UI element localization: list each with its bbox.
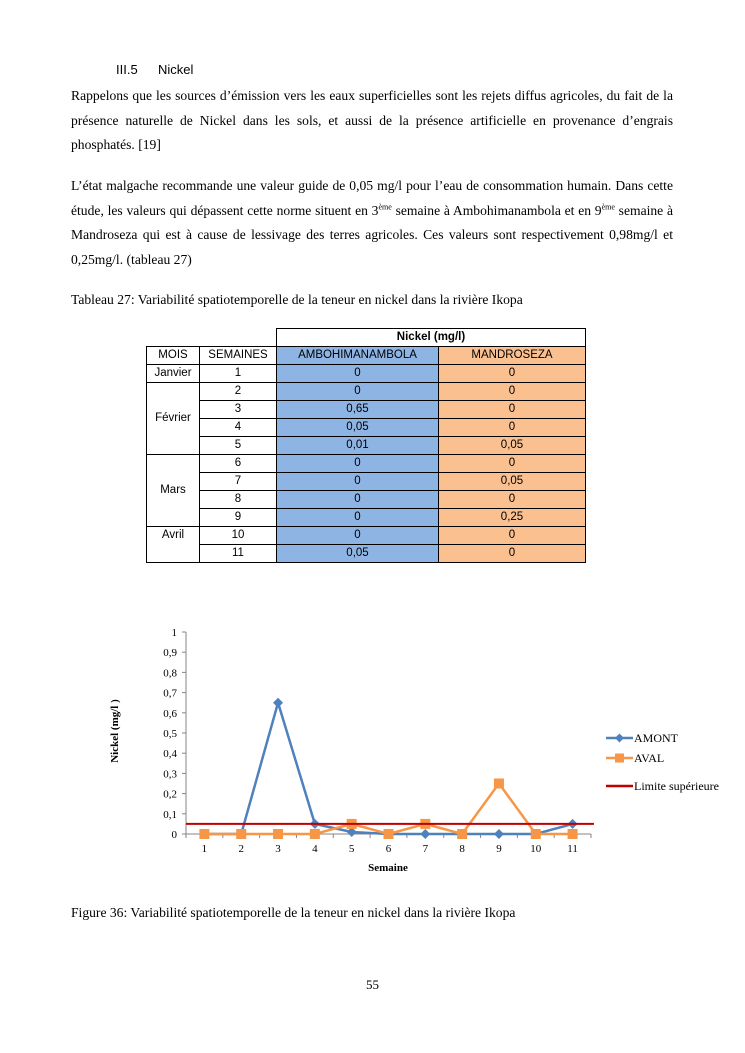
legend-marker [615, 754, 624, 763]
x-tick-label: 3 [275, 843, 281, 855]
legend-label: AMONT [634, 731, 678, 745]
series-line-amont [204, 703, 572, 834]
month-cell: Février [147, 383, 200, 455]
y-tick-label: 0,6 [163, 707, 177, 720]
series-layer [186, 698, 594, 839]
data-point-aval [236, 829, 246, 839]
y-tick-label: 0,8 [163, 667, 177, 680]
aval-cell: 0 [439, 455, 586, 473]
week-cell: 4 [200, 419, 277, 437]
y-axis-label: Nickel (mg/l ) [109, 699, 121, 763]
group-header: Nickel (mg/l) [277, 329, 586, 347]
aval-cell: 0,05 [439, 437, 586, 455]
y-tick-label: 0,7 [163, 687, 177, 700]
table-row [147, 383, 586, 401]
table-row [147, 455, 586, 473]
y-tick-label: 0,4 [163, 748, 177, 761]
header-mois: MOIS [147, 347, 200, 365]
amont-cell: 0 [277, 509, 439, 527]
data-point-amont [420, 829, 430, 839]
legend-label: AVAL [634, 751, 665, 765]
paragraph-norme-part3: semaine à Mandroseza qui est à cause de lessivage des terres agricoles. Ces valeurs sont respectivement 0,98mg/l et 0,25mg/l. (tableau 27) [71, 202, 674, 267]
superscript-eme-2: ème [601, 201, 615, 211]
superscript-eme-1: ème [378, 201, 392, 211]
amont-cell: 0 [277, 473, 439, 491]
table-row [147, 491, 586, 509]
paragraph-norme-part2: semaine à Ambohimanambola et en 9 [391, 202, 602, 218]
x-axis-label: Semaine [368, 862, 408, 874]
x-tick-label: 8 [459, 843, 465, 855]
y-tick-label: 1 [171, 627, 177, 639]
aval-cell: 0 [439, 545, 586, 563]
amont-cell: 0,01 [277, 437, 439, 455]
month-cell: Avril [147, 527, 200, 563]
week-cell: 8 [200, 491, 277, 509]
week-cell: 9 [200, 509, 277, 527]
y-tick-label: 0,2 [163, 788, 177, 801]
header-semaines: SEMAINES [200, 347, 277, 365]
paragraph-sources: Rappelons que les sources d’émission vers les eaux superficielles sont les rejets diffus agricoles, du fait de la présence naturelle de Nickel dans les sols, et aussi de la présence artificielle en provenance d’engrais phosphatés. [19] [71, 88, 673, 152]
data-point-aval [384, 829, 394, 839]
month-cell: Mars [147, 455, 200, 527]
data-point-aval [494, 779, 504, 789]
nickel-table [146, 328, 586, 563]
x-tick-label: 9 [496, 843, 502, 855]
week-cell: 3 [200, 401, 277, 419]
x-tick-label: 10 [530, 843, 542, 855]
week-cell: 1 [200, 365, 277, 383]
table-row [147, 365, 586, 383]
data-point-aval [457, 829, 467, 839]
x-tick-label: 2 [238, 843, 244, 855]
table-header-row [147, 347, 586, 365]
x-tick-label: 1 [201, 843, 208, 855]
section-heading [116, 62, 193, 77]
x-tick-label: 11 [567, 843, 578, 855]
data-point-aval [273, 829, 283, 839]
aval-cell: 0 [439, 419, 586, 437]
paragraph-norme [71, 174, 673, 272]
x-tick-label: 4 [312, 843, 318, 855]
y-tick-label: 0,3 [163, 768, 177, 781]
week-cell: 6 [200, 455, 277, 473]
table-group-header-row [147, 329, 586, 347]
x-tick-label: 5 [348, 843, 355, 855]
aval-cell: 0 [439, 365, 586, 383]
table-row [147, 473, 586, 491]
week-cell: 11 [200, 545, 277, 563]
x-tick-label: 6 [385, 843, 392, 855]
series-line-aval [204, 784, 572, 835]
amont-cell: 0 [277, 527, 439, 545]
aval-cell: 0 [439, 527, 586, 545]
aval-cell: 0 [439, 383, 586, 401]
y-tick-label: 0 [171, 829, 177, 841]
week-cell: 10 [200, 527, 277, 545]
amont-cell: 0,65 [277, 401, 439, 419]
week-cell: 5 [200, 437, 277, 455]
aval-cell: 0 [439, 401, 586, 419]
x-tick-label: 7 [422, 843, 429, 855]
legend [606, 731, 719, 793]
table-row [147, 527, 586, 545]
data-point-amont [494, 829, 504, 839]
section-number: III.5 [116, 62, 138, 77]
y-tick-label: 0,5 [163, 728, 177, 740]
table-row [147, 401, 586, 419]
table-row [147, 419, 586, 437]
paragraph-norme-part1: L’état malgache recommande une valeur guide de 0,05 mg/l pour l’eau de consommation humain. Dans cette étude, les valeurs qui dépassent cette norme situent en 3 [71, 178, 673, 218]
amont-cell: 0 [277, 491, 439, 509]
page-number: 55 [366, 977, 379, 992]
data-point-aval [310, 829, 320, 839]
data-point-amont [273, 698, 283, 708]
legend-label: Limite supérieure [634, 779, 719, 793]
section-title: Nickel [158, 62, 194, 77]
amont-cell: 0 [277, 365, 439, 383]
table-row [147, 509, 586, 527]
table-caption: Tableau 27: Variabilité spatiotemporelle de la teneur en nickel dans la rivière Ikopa [71, 292, 523, 307]
amont-cell: 0,05 [277, 545, 439, 563]
table-row [147, 545, 586, 563]
data-point-aval [531, 829, 541, 839]
figure-caption: Figure 36: Variabilité spatiotemporelle de la teneur en nickel dans la rivière Ikopa [71, 905, 516, 920]
data-point-aval [199, 829, 209, 839]
aval-cell: 0,05 [439, 473, 586, 491]
amont-cell: 0 [277, 455, 439, 473]
y-tick-label: 0,9 [163, 647, 177, 660]
aval-cell: 0 [439, 491, 586, 509]
nickel-line-chart [0, 615, 745, 885]
header-mandroseza: MANDROSEZA [439, 347, 586, 365]
y-tick-label: 0,1 [163, 808, 177, 821]
amont-cell: 0,05 [277, 419, 439, 437]
table-row [147, 437, 586, 455]
week-cell: 2 [200, 383, 277, 401]
aval-cell: 0,25 [439, 509, 586, 527]
legend-marker [615, 734, 624, 743]
data-point-aval [568, 829, 578, 839]
amont-cell: 0 [277, 383, 439, 401]
week-cell: 7 [200, 473, 277, 491]
header-ambohimanambola: AMBOHIMANAMBOLA [277, 347, 439, 365]
month-cell: Janvier [147, 365, 200, 383]
